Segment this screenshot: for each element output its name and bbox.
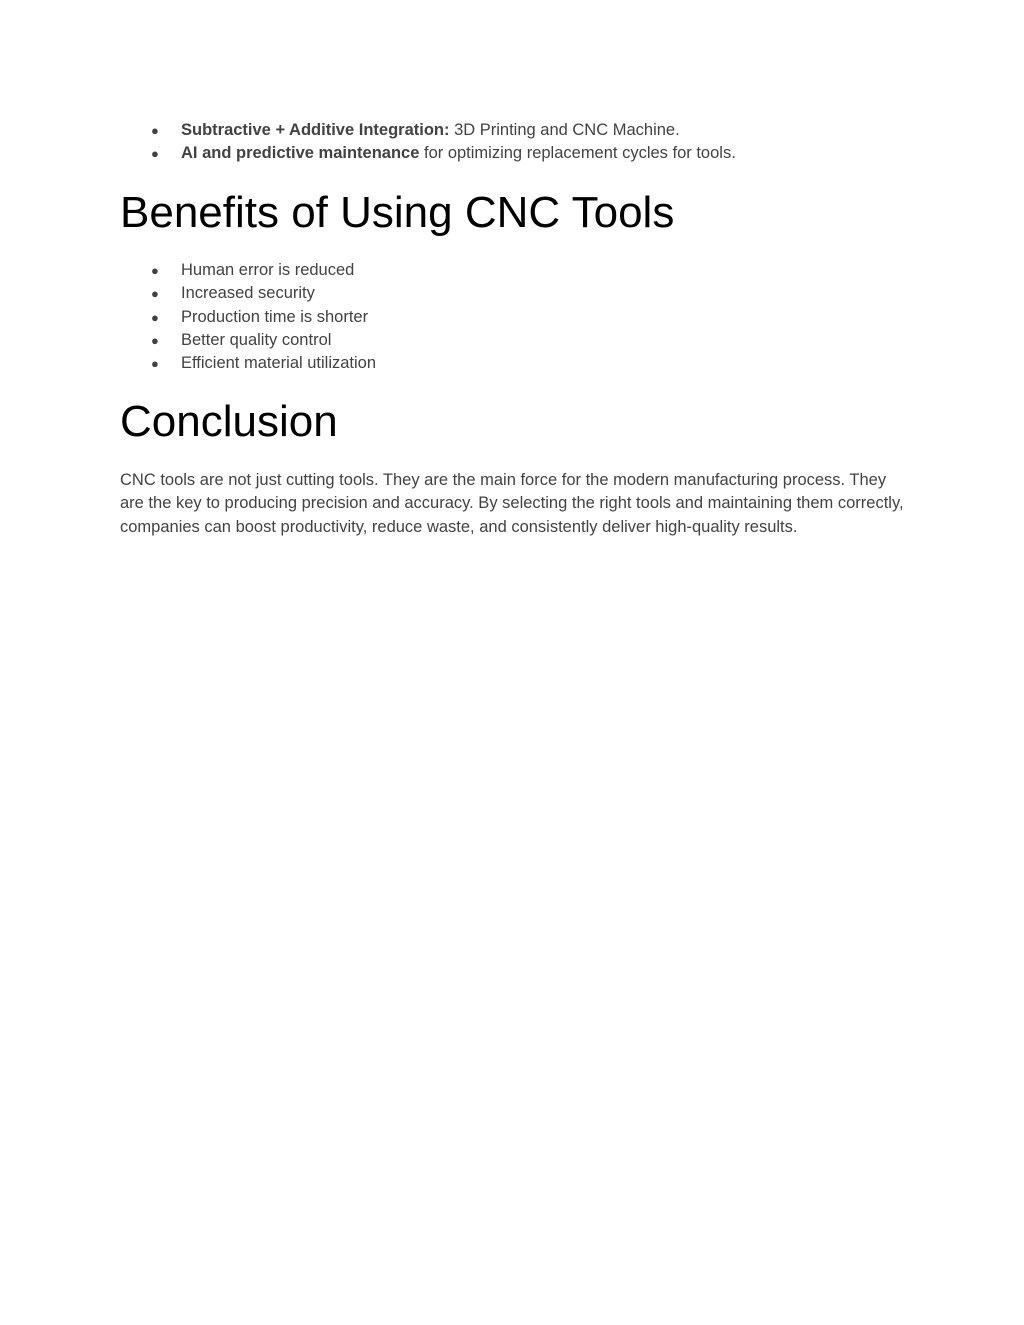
list-item-text: Increased security (181, 284, 315, 303)
benefits-heading: Benefits of Using CNC Tools (120, 188, 675, 237)
list-item (0, 306, 376, 329)
conclusion-heading: Conclusion (120, 397, 338, 446)
list-item (0, 329, 376, 352)
benefits-list (0, 259, 376, 375)
list-item-text: Efficient material utilization (181, 354, 377, 373)
bullet-icon: ● (151, 123, 159, 138)
bullet-icon: ● (151, 146, 159, 162)
list-item (0, 119, 736, 142)
bullet-icon: ● (151, 286, 159, 302)
list-item-text: 3D Printing and CNC Machine. (449, 121, 680, 139)
trends-list (0, 119, 736, 166)
conclusion-paragraph: CNC tools are not just cutting tools. They are the main force for the modern manufacturing process. They are the key to producing precision and accuracy. By selecting the right tools and maintaining them correctly, companies can boost productivity, reduce waste, and consistently deliver high-quality results. (120, 471, 904, 536)
list-item-bold: AI and predictive maintenance (181, 144, 420, 163)
list-item-text: Better quality control (181, 330, 332, 349)
list-item (0, 259, 376, 282)
bullet-icon: ● (151, 263, 159, 278)
bullet-icon: ● (151, 332, 159, 348)
bullet-icon: ● (151, 309, 159, 325)
list-item-text: for optimizing replacement cycles for tools. (419, 144, 736, 163)
list-item-text: Production time is shorter (181, 307, 369, 326)
list-item (0, 282, 376, 305)
list-item (0, 352, 376, 375)
list-item-text: Human error is reduced (181, 261, 355, 279)
list-item-bold: Subtractive + Additive Integration: (181, 121, 450, 139)
list-item (0, 142, 736, 165)
bullet-icon: ● (151, 356, 159, 372)
